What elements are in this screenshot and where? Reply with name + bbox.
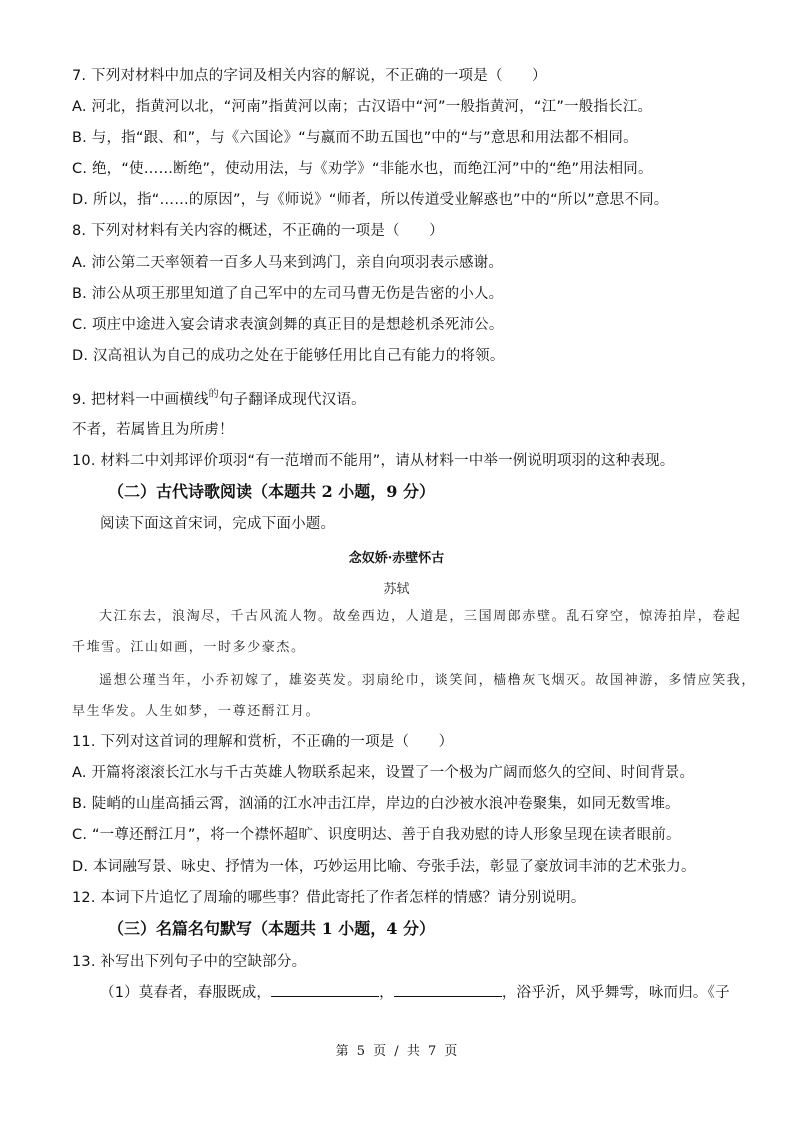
q8-option-a: A. 沛公第二天率领着一百多人马来到鸿门，亲自向项羽表示感谢。 [72, 255, 504, 271]
q13-blank-1[interactable] [271, 982, 379, 997]
q7-option-b: B. 与，指“跟、和”，与《六国论》“与嬴而不助五国也”中的“与”意思和用法都不相同。 [72, 130, 638, 146]
q11-option-b: B. 陡峭的山崖高插云霄，汹涌的江水冲击江岸，岸边的白沙被水浪冲卷聚集，如同无数雪堆。 [72, 796, 680, 812]
poem-author: 苏轼 [383, 582, 410, 597]
q8-option-c: C. 项庄中途进入宴会请求表演剑舞的真正目的是想趁机杀死沛公。 [72, 317, 504, 333]
q9-sentence: 不者，若属皆且为所虏！ [72, 422, 234, 438]
poem-title: 念奴娇·赤壁怀古 [348, 551, 445, 566]
section-3-heading: （三）名篇名句默写（本题共 1 小题，4 分） [108, 919, 435, 938]
page-number: 第 5 页 / 共 7 页 [335, 1044, 458, 1059]
q13-stem: 13. 补写出下列句子中的空缺部分。 [72, 954, 307, 970]
q8-option-d: D. 汉高祖认为自己的成功之处在于能够任用比自己有能力的将领。 [72, 348, 505, 364]
q9-stem [72, 385, 366, 410]
q7-option-d: D. 所以，指“……的原因”，与《师说》“师者，所以传道受业解惑也”中的“所以”意思不同。 [72, 192, 669, 208]
q9-stem-after: 句子翻译成现代汉语。 [218, 392, 366, 408]
poem-line-4: 早生华发。人生如梦，一尊还酹江月。 [72, 704, 321, 719]
q12-stem: 12. 本词下片追忆了周瑜的哪些事？借此寄托了作者怎样的情感？请分别说明。 [72, 890, 586, 906]
q13-item-1-prefix: （1）莫春者，春服既成， [100, 985, 272, 1001]
q8-option-b: B. 沛公从项王那里知道了自己军中的左司马曹无伤是告密的小人。 [72, 286, 504, 302]
poem-line-2: 千堆雪。江山如画，一时多少豪杰。 [72, 640, 306, 655]
poem-line-3: 遥想公瑾当年，小乔初嫁了，雄姿英发。羽扇纶巾，谈笑间，樯橹灰飞烟灭。故国神游，多情应笑我， [99, 673, 757, 688]
q7-stem: 7. 下列对材料中加点的字词及相关内容的解说，不正确的一项是（ ） [72, 68, 547, 84]
q9-stem-superscript: 的 [208, 389, 219, 400]
q13-item-1-separator: ， [379, 985, 394, 1001]
q7-option-a: A. 河北，指黄河以北，“河南”指黄河以南；古汉语中“河”一般指黄河，“江”一般指长江。 [72, 99, 653, 115]
q10-stem: 10. 材料二中刘邦评价项羽“有一范增而不能用”，请从材料一中举一例说明项羽的这种表现。 [72, 453, 675, 469]
q13-item-1-suffix: ，浴乎沂，风乎舞雩，咏而归。《子 [501, 985, 730, 1001]
q8-stem: 8. 下列对材料有关内容的概述，不正确的一项是（ ） [72, 223, 444, 239]
q11-option-d: D. 本词融写景、咏史、抒情为一体，巧妙运用比喻、夸张手法，彰显了豪放词丰沛的艺术张力。 [72, 859, 696, 875]
poem-line-1: 大江东去，浪淘尽，千古风流人物。故垒西边，人道是，三国周郎赤壁。乱石穿空，惊涛拍岸，卷起 [99, 609, 742, 624]
q13-item-1 [100, 982, 730, 1003]
q11-option-c: C. “一尊还酹江月”，将一个襟怀超旷、识度明达、善于自我劝慰的诗人形象呈现在读者眼前。 [72, 827, 681, 843]
section-2-heading: （二）古代诗歌阅读（本题共 2 小题，9 分） [108, 482, 435, 501]
q9-stem-before: 9. 把材料一中画横线 [72, 392, 209, 408]
q11-stem: 11. 下列对这首词的理解和赏析，不正确的一项是（ ） [72, 734, 454, 750]
section-2-instruction: 阅读下面这首宋词，完成下面小题。 [100, 516, 336, 532]
q7-option-c: C. 绝，“使……断绝”，使动用法，与《劝学》“非能水也，而绝江河”中的“绝”用法相同。 [72, 161, 653, 177]
q11-option-a: A. 开篇将滚滚长江水与千古英雄人物联系起来，设置了一个极为广阔而悠久的空间、时间背景。 [72, 765, 695, 781]
q13-blank-2[interactable] [394, 982, 502, 997]
